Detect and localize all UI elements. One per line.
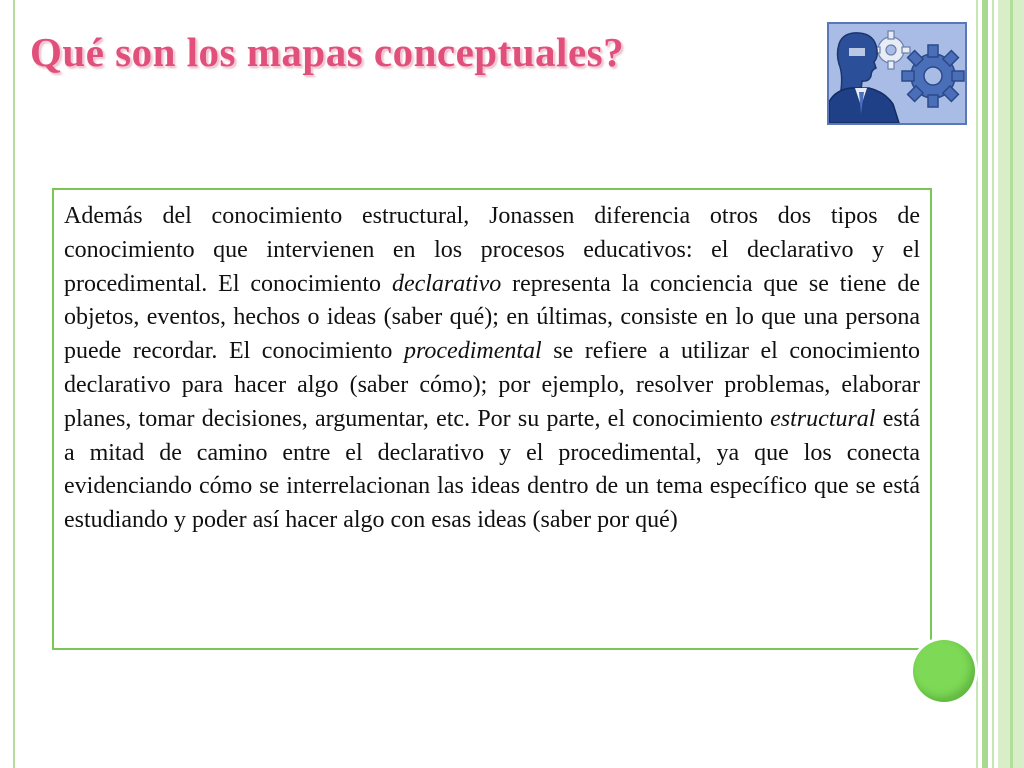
term-estructural: estructural: [770, 405, 876, 432]
term-procedimental: procedimental: [403, 338, 542, 365]
right-stripe: [976, 0, 978, 768]
right-stripe: [1010, 0, 1013, 768]
paragraph-text: está a mitad de camino entre el declarativo y el procedimental, ya que los conecta evidenciando cómo se interrelacionan las ideas dentro de un tema específico que se está estudiando y poder así hacer algo con esas ideas (saber por qué): [64, 405, 921, 534]
paragraph-text: se refiere a utilizar el conocimiento declarativo para hacer algo (saber cómo); por ejemplo, resolver problemas, elaborar planes, tomar decisiones, argumentar, etc. Por su parte, el conocimiento: [64, 338, 920, 432]
paragraph-text: Además del conocimiento estructural, Jonassen diferencia otros dos tipos de conocimiento que intervienen en los procesos educativos: el declarativo y el procedimental. El conocimiento: [64, 203, 920, 297]
right-stripe: [992, 0, 994, 768]
slide-title: Qué son los mapas conceptuales?: [30, 29, 625, 75]
paragraph-text: representa la conciencia que se tiene de objetos, eventos, hechos o ideas (saber qué); en últimas, consiste en lo que una persona puede recordar. El conocimiento: [64, 270, 920, 365]
decorative-green-circle: [913, 640, 975, 702]
content-text-box: [52, 188, 932, 650]
person-gears-icon: [827, 22, 967, 125]
term-declarativo: declarativo: [391, 270, 502, 297]
right-stripe: [982, 0, 988, 768]
left-accent-line: [13, 0, 15, 768]
body-paragraph: [64, 200, 920, 538]
